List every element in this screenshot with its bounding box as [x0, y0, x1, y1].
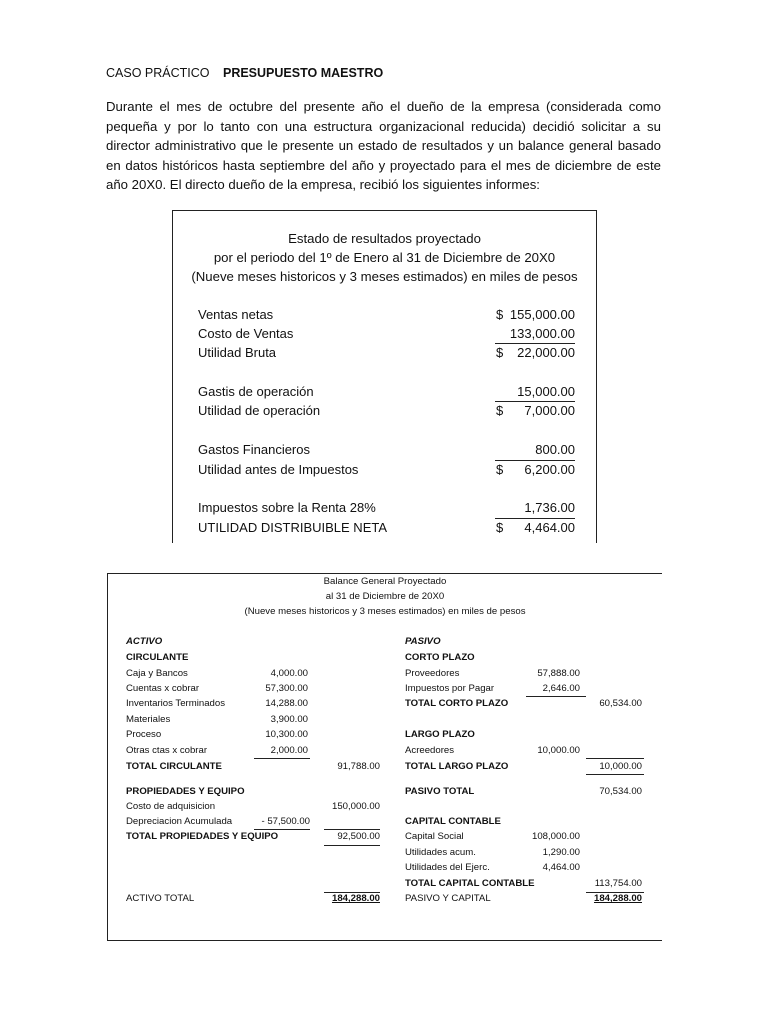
- income-row: UTILIDAD DISTRIBUIBLE NETA $ 4,464.00: [198, 520, 575, 535]
- liability-label: Impuestos por Pagar: [405, 683, 495, 694]
- underline: [324, 829, 380, 830]
- capital-value: 108,000.00: [531, 831, 580, 842]
- costo-label: Costo de adquisicion: [126, 801, 216, 812]
- asset-label: Proceso: [126, 729, 162, 740]
- costo-value: 150,000.00: [331, 801, 380, 812]
- income-note: (Nueve meses historicos y 3 meses estimados) en miles de pesos: [191, 269, 578, 284]
- intro-paragraph: Durante el mes de octubre del presente año el dueño de la empresa (considerada como pequeña y por lo tanto con una estructura organizacional reducida) decidió solicitar a su director administrativo que le presente un estado de resultados y un balance general basado en datos históricos hasta septiembre del año y proyectado para el mes de diciembre de este año 20X0. El directo dueño de la empresa, recibió los siguientes informes:: [106, 99, 661, 193]
- liability-value: 57,888.00: [537, 668, 580, 679]
- capital-label: Capital Social: [405, 831, 464, 842]
- underline: [526, 696, 586, 697]
- underline: [586, 758, 644, 759]
- income-statement: [172, 210, 597, 543]
- total-largo-label: TOTAL LARGO PLAZO: [405, 761, 509, 772]
- liability-label: Proveedores: [405, 668, 460, 679]
- total-capital-value: 113,754.00: [594, 878, 642, 889]
- capital-heading: CAPITAL CONTABLE: [405, 816, 501, 827]
- income-row: Ventas netas $ 155,000.00: [198, 307, 575, 322]
- income-period: por el periodo del 1º de Enero al 31 de Diciembre de 20X0: [213, 250, 556, 265]
- asset-value: 14,288.00: [265, 698, 308, 709]
- balance-sheet: [107, 573, 662, 941]
- underline: [495, 401, 575, 402]
- income-row: Utilidad Bruta $ 22,000.00: [198, 345, 575, 360]
- case-title: PRESUPUESTO MAESTRO: [222, 66, 384, 80]
- activo-total-label: ACTIVO TOTAL: [126, 893, 195, 904]
- balance-title: Balance General Proyectado: [323, 576, 447, 587]
- asset-value: 10,300.00: [265, 729, 308, 740]
- total-circulante-value: 91,788.00: [337, 761, 380, 772]
- asset-label: Materiales: [126, 714, 171, 725]
- income-row: Utilidad antes de Impuestos $ 6,200.00: [198, 462, 575, 477]
- income-row: Gastos Financieros 800.00: [198, 442, 575, 457]
- pasivo-capital-value: 184,288.00: [593, 893, 642, 904]
- capital-value: 1,290.00: [542, 847, 580, 858]
- pasivo-capital-label: PASIVO Y CAPITAL: [405, 893, 491, 904]
- underline: [254, 758, 310, 759]
- income-title: Estado de resultados proyectado: [288, 231, 481, 246]
- case-label: CASO PRÁCTICO: [106, 66, 210, 80]
- liability-value: 2,646.00: [542, 683, 580, 694]
- corto-plazo-heading: CORTO PLAZO: [405, 652, 475, 663]
- asset-label: Otras ctas x cobrar: [126, 745, 208, 756]
- asset-value: 2,000.00: [270, 745, 308, 756]
- income-row: Costo de Ventas 133,000.00: [198, 326, 575, 341]
- pasivo-total-label: PASIVO TOTAL: [405, 786, 475, 797]
- asset-value: 3,900.00: [270, 714, 308, 725]
- income-row: Utilidad de operación $ 7,000.00: [198, 403, 575, 418]
- total-propiedades-label: TOTAL PROPIEDADES Y EQUIPO: [126, 831, 279, 842]
- total-capital-label: TOTAL CAPITAL CONTABLE: [405, 878, 535, 889]
- depreciacion-label: Depreciacion Acumulada: [126, 816, 233, 827]
- total-circulante-label: TOTAL CIRCULANTE: [126, 761, 222, 772]
- capital-label: Utilidades del Ejerc.: [405, 862, 490, 873]
- asset-value: 57,300.00: [265, 683, 308, 694]
- asset-value: 4,000.00: [270, 668, 308, 679]
- activo-total-value: 184,288.00: [331, 893, 380, 904]
- document-title: [106, 66, 383, 80]
- balance-date: al 31 de Diciembre de 20X0: [325, 591, 445, 602]
- asset-label: Cuentas x cobrar: [126, 683, 200, 694]
- activo-heading: ACTIVO: [126, 636, 163, 647]
- asset-label: Inventarios Terminados: [126, 698, 226, 709]
- largo-plazo-heading: LARGO PLAZO: [405, 729, 475, 740]
- pasivo-total-value: 70,534.00: [599, 786, 642, 797]
- total-corto-label: TOTAL CORTO PLAZO: [405, 698, 509, 709]
- balance-note: (Nueve meses historicos y 3 meses estimados) en miles de pesos: [244, 606, 526, 617]
- capital-value: 4,464.00: [542, 862, 580, 873]
- underline: [495, 518, 575, 519]
- underline: [254, 829, 310, 830]
- income-row: Impuestos sobre la Renta 28% 1,736.00: [198, 500, 575, 515]
- pasivo-heading: PASIVO: [405, 636, 441, 647]
- depreciacion-value: - 57,500.00: [261, 816, 310, 827]
- total-largo-value: 10,000.00: [599, 761, 642, 772]
- asset-label: Caja y Bancos: [126, 668, 188, 679]
- underline: [324, 845, 380, 846]
- circulante-heading: CIRCULANTE: [126, 652, 189, 663]
- underline: [586, 774, 644, 775]
- acreedores-label: Acreedores: [405, 745, 455, 756]
- capital-label: Utilidades acum.: [405, 847, 476, 858]
- total-corto-value: 60,534.00: [599, 698, 642, 709]
- underline: [495, 460, 575, 461]
- income-row: Gastis de operación 15,000.00: [198, 384, 575, 399]
- underline: [495, 343, 575, 344]
- total-propiedades-value: 92,500.00: [337, 831, 380, 842]
- propiedades-heading: PROPIEDADES Y EQUIPO: [126, 786, 245, 797]
- acreedores-value: 10,000.00: [537, 745, 580, 756]
